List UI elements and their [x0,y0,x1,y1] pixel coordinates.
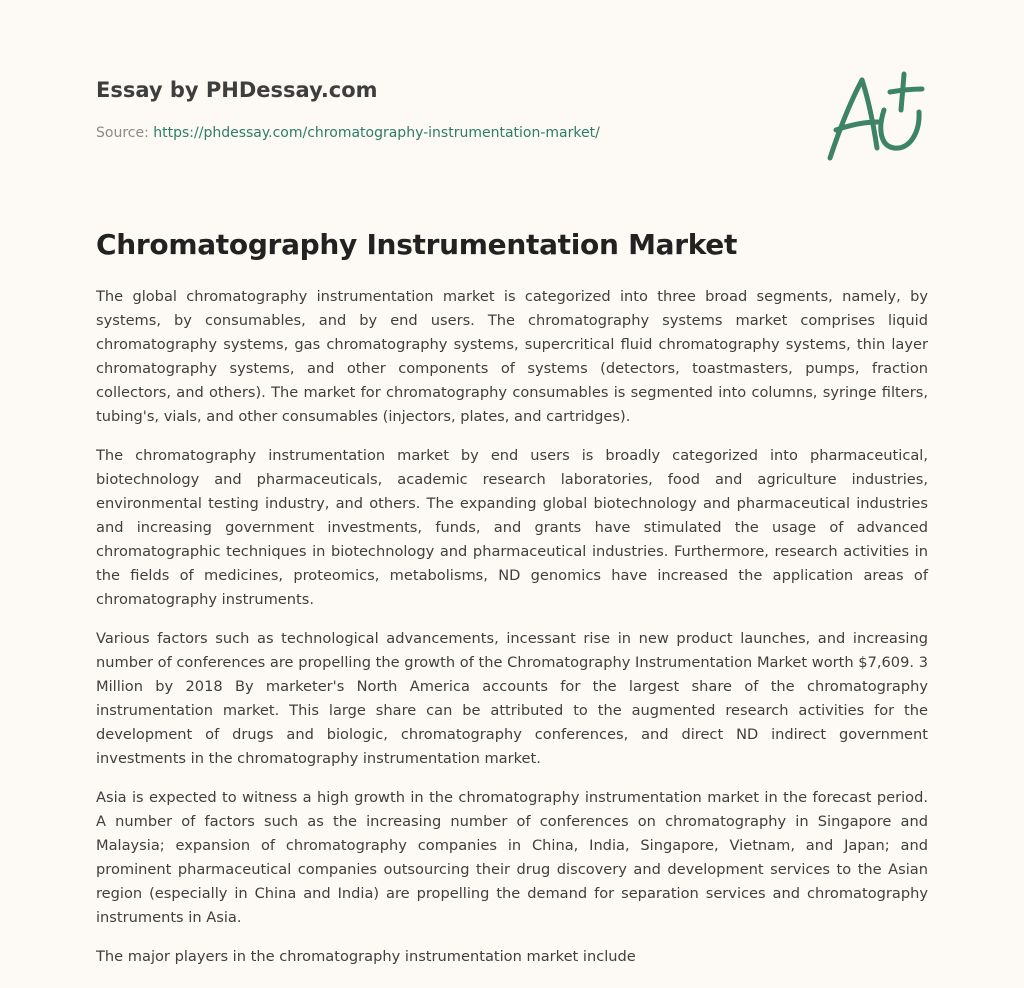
source-line [96,123,796,143]
essay-paragraph: Asia is expected to witness a high growth in the chromatography instrumentation market in the forecast period. A number of factors such as the increasing number of conferences on chromatography in Singapore and Malaysia; expansion of chromatography companies in China, India, Singapore, Vietnam, and Japan; and prominent pharmaceutical companies outsourcing their drug discovery and development services to the Asian region (especially in China and India) are propelling the demand for separation services and chromatography instruments in Asia. [96,789,928,926]
essay-paragraph: The major players in the chromatography instrumentation market include [96,948,636,965]
essay-body [96,285,928,984]
site-title: Essay by PHDessay.com [96,78,378,102]
essay-paragraph: Various factors such as technological advancements, incessant rise in new product launches, and increasing number of conferences are propelling the growth of the Chromatography Instrumentation Market worth $7,609. 3 Million by 2018 By marketer's North America accounts for the largest share of the chromatography instrumentation market. This large share can be attributed to the augmented research activities for the development of drugs and biologic, chromatography conferences, and direct ND indirect government investments in the chromatography instrumentation market. [96,630,928,767]
essay-paragraph: The global chromatography instrumentation market is categorized into three broad segments, namely, by systems, by consumables, and by end users. The chromatography systems market comprises liquid chromatography systems, gas chromatography systems, supercritical fluid chromatography systems, thin layer chromatography systems, and other components of systems (detectors, toastmasters, pumps, fraction collectors, and others). The market for chromatography consumables is segmented into columns, syringe filters, tubing's, vials, and other consumables (injectors, plates, and cartridges). [96,288,928,425]
source-label: Source: [96,125,154,141]
essay-header [96,76,796,143]
a-plus-grade-logo-icon [822,68,928,164]
essay-title: Chromatography Instrumentation Market [96,228,738,261]
essay-paragraph: The chromatography instrumentation market by end users is broadly categorized into pharmaceutical, biotechnology and pharmaceuticals, academic research laboratories, food and agriculture industries, environmental testing industry, and others. The expanding global biotechnology and pharmaceutical industries and increasing government investments, funds, and grants have stimulated the usage of advanced chromatographic techniques in biotechnology and pharmaceutical industries. Furthermore, research activities in the fields of medicines, proteomics, metabolisms, ND genomics have increased the application areas of chromatography instruments. [96,447,928,608]
source-link[interactable]: https://phdessay.com/chromatography-instrumentation-market/ [153,125,600,141]
